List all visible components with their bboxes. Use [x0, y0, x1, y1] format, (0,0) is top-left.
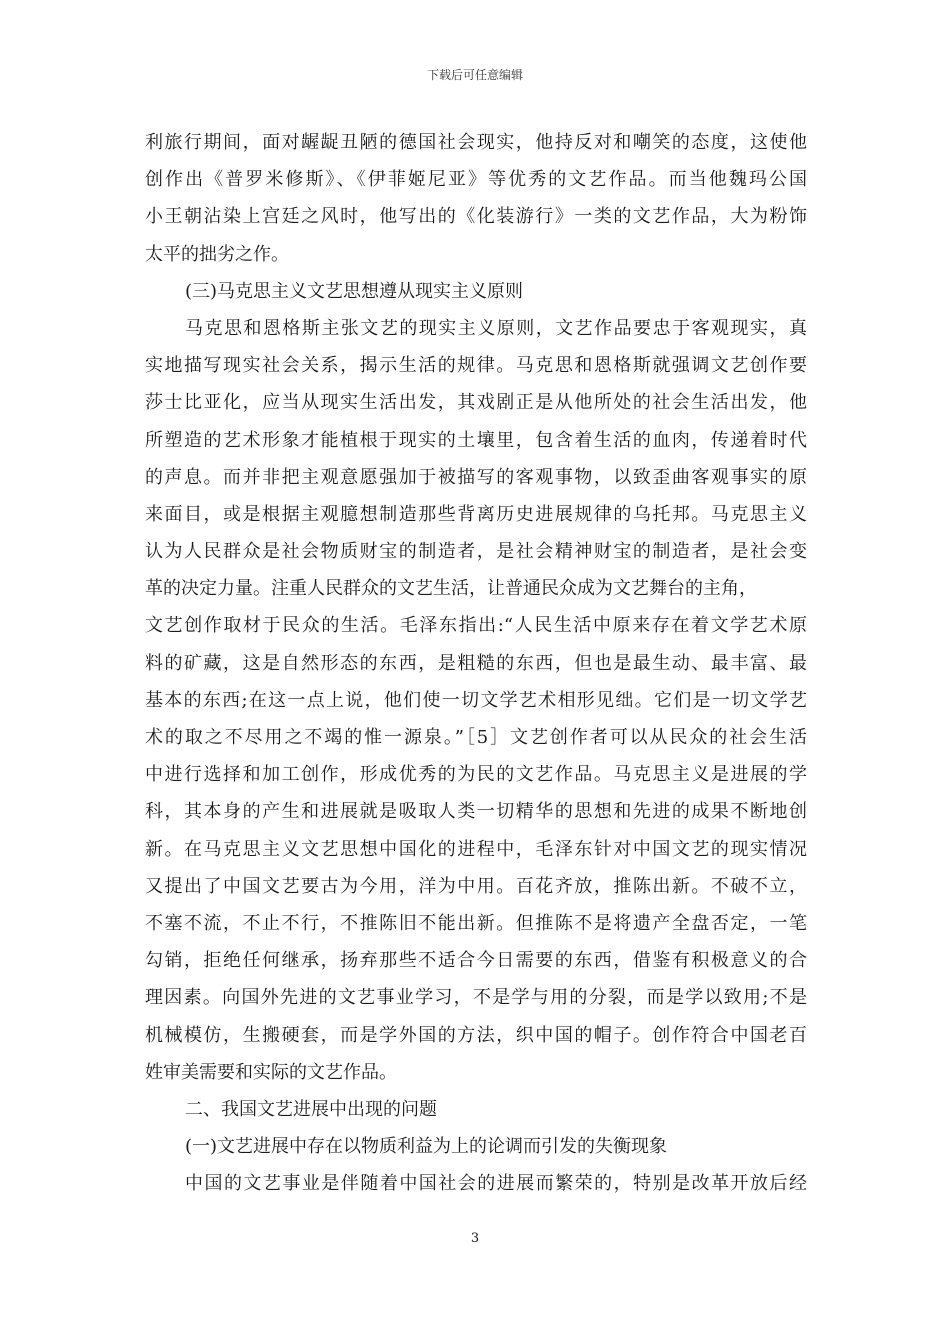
text-line: 中进行选择和加工创作，形成优秀的为民的文艺作品。马克思主义是进展的学 — [145, 764, 807, 786]
text-line: 马克思和恩格斯主张文艺的现实主义原则，文艺作品要忠于客观现实，真 — [185, 317, 807, 339]
text-line: 料的矿藏，这是自然形态的东西，是粗糙的东西，但也是最生动、最丰富、最 — [145, 652, 807, 674]
text-line: 勾销，拒绝任何继承，扬弃那些不适合今日需要的东西，借鉴有积极意义的合 — [145, 950, 807, 972]
text-line: 科，其本身的产生和进展就是吸取人类一切精华的思想和先进的成果不断地创 — [145, 801, 807, 823]
document-body — [145, 124, 807, 1202]
page-header: 下载后可任意编辑 — [426, 68, 523, 82]
text-line: 利旅行期间，面对龌龊丑陋的德国社会现实，他持反对和嘲笑的态度，这使他 — [145, 132, 807, 153]
text-line: 不塞不流，不止不行，不推陈旧不能出新。但推陈不是将遗产全盘否定，一笔 — [145, 912, 807, 934]
text-line: 的声息。而并非把主观意愿强加于被描写的客观事物，以致歪曲客观事实的原 — [145, 466, 807, 488]
text-line: 革的决定力量。注重人民群众的文艺生活，让普通民众成为文艺舞台的主角， — [145, 578, 757, 600]
text-line: 机械模仿，生搬硬套，而是学外国的方法，织中国的帽子。创作符合中国老百 — [145, 1024, 807, 1046]
text-line: 又提出了中国文艺要古为今用，洋为中用。百花齐放，推陈出新。不破不立， — [145, 875, 807, 897]
page-number: 3 — [470, 1231, 480, 1246]
text-line: 基本的东西;在这一点上说，他们使一切文学艺术相形见绌。它们是一切文学艺 — [145, 689, 807, 711]
text-line: 莎士比亚化，应当从现实生活出发，其戏剧正是从他所处的社会生活出发，他 — [145, 392, 807, 414]
section-heading: 二、我国文艺进展中出现的问题 — [185, 1098, 437, 1120]
section-heading: (三)马克思主义文艺思想遵从现实主义原则 — [185, 280, 524, 302]
text-line: 太平的拙劣之作。 — [145, 243, 289, 265]
text-line: 中国的文艺事业是伴随着中国社会的进展而繁荣的，特别是改革开放后经 — [185, 1173, 807, 1195]
text-line: 姓审美需要和实际的文艺作品。 — [145, 1061, 397, 1083]
text-line: 来面目，或是根据主观臆想制造那些背离历史进展规律的乌托邦。马克思主义 — [145, 503, 807, 525]
text-line: 创作出《普罗米修斯》、《伊菲姬尼亚》等优秀的文艺作品。而当他魏玛公国 — [145, 169, 807, 191]
text-line: 术的取之不尽用之不竭的惟一源泉。”［5］文艺创作者可以从民众的社会生活 — [145, 727, 807, 748]
text-line: 新。在马克思主义文艺思想中国化的进程中，毛泽东针对中国文艺的现实情况 — [145, 838, 807, 860]
text-line: 所塑造的艺术形象才能植根于现实的土壤里，包含着生活的血肉，传递着时代 — [145, 429, 807, 451]
text-line: 理因素。向国外先进的文艺事业学习，不是学与用的分裂，而是学以致用;不是 — [145, 987, 807, 1009]
text-line: 实地描写现实社会关系，揭示生活的规律。马克思和恩格斯就强调文艺创作要 — [145, 355, 807, 377]
text-line: 小王朝沾染上宫廷之风时，他写出的《化装游行》一类的文艺作品，大为粉饰 — [145, 206, 807, 228]
text-line: 认为人民群众是社会物质财宝的制造者，是社会精神财宝的制造者，是社会变 — [145, 541, 807, 563]
text-line: 文艺创作取材于民众的生活。毛泽东指出:“人民生活中原来存在着文学艺术原 — [145, 615, 807, 637]
subsection-heading: (一)文艺进展中存在以物质利益为上的论调而引发的失衡现象 — [185, 1136, 668, 1158]
